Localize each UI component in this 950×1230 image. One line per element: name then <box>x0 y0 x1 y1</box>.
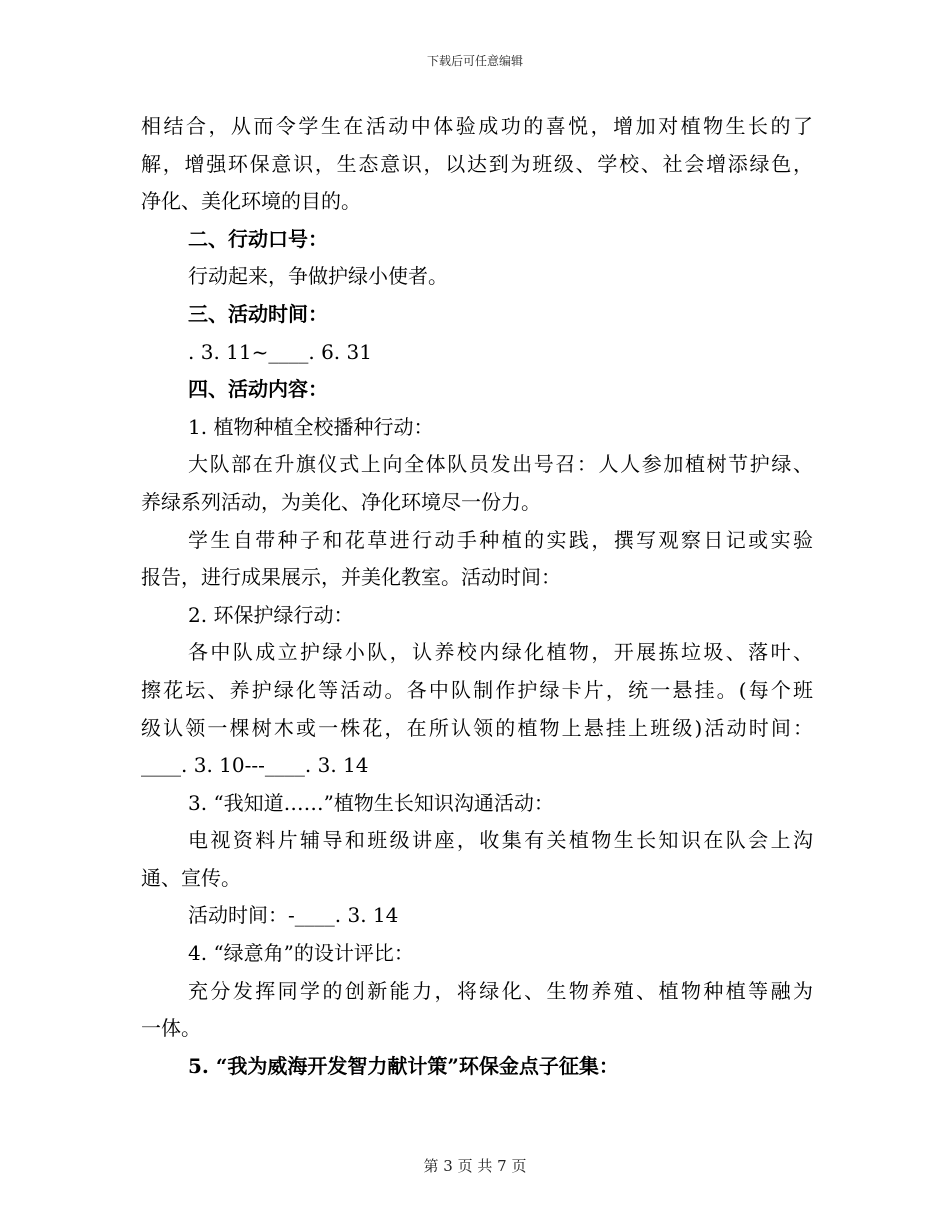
paragraph-line: 学生自带种子和花草进行动手种植的实践，撰写观察日记或实验 <box>188 527 813 552</box>
section-heading-content: 四、活动内容： <box>188 377 328 402</box>
page-header: 下载后可任意编辑 <box>426 54 523 68</box>
paragraph-line: ____. 3. 10---____. 3. 14 <box>141 753 369 778</box>
paragraph-line: 擦花坛、养护绿化等活动。各中队制作护绿卡片，统一悬挂。(每个班 <box>141 677 813 702</box>
section-heading-slogan: 二、行动口号： <box>188 226 328 251</box>
item-title-4: 4. “绿意角”的设计评比： <box>188 941 414 966</box>
paragraph-line: 级认领一棵树木或一株花，在所认领的植物上悬挂上班级)活动时间： <box>141 715 813 740</box>
paragraph-line: 大队部在升旗仪式上向全体队员发出号召：人人参加植树节护绿、 <box>188 452 813 477</box>
activity-time-text: . 3. 11~____. 6. 31 <box>188 339 372 364</box>
paragraph-line: 相结合，从而令学生在活动中体验成功的喜悦，增加对植物生长的了 <box>141 114 813 138</box>
page-footer: 第 3 页 共 7 页 <box>423 1157 527 1175</box>
section-heading-time: 三、活动时间： <box>188 301 328 326</box>
paragraph-line: 各中队成立护绿小队，认养校内绿化植物，开展拣垃圾、落叶、 <box>188 640 813 665</box>
document-body <box>141 108 813 1085</box>
activity-time-text: 活动时间：-____. 3. 14 <box>188 903 399 928</box>
item-title-5: 5. “我为威海开发智力献计策”环保金点子征集： <box>188 1053 619 1078</box>
item-title-2: 2. 环保护绿行动： <box>188 602 354 627</box>
item-title-1: 1. 植物种植全校播种行动： <box>188 414 434 439</box>
item-title-3: 3. “我知道……”植物生长知识沟通活动： <box>188 790 554 815</box>
paragraph-line: 养绿系列活动，为美化、净化环境尽一份力。 <box>141 489 541 514</box>
paragraph-line: 电视资料片辅导和班级讲座，收集有关植物生长知识在队会上沟 <box>188 828 813 853</box>
paragraph-line: 解，增强环保意识，生态意识，以达到为班级、学校、社会增添绿色， <box>141 151 813 176</box>
paragraph-line: 充分发挥同学的创新能力，将绿化、生物养殖、植物种植等融为 <box>188 978 813 1003</box>
paragraph-line: 一体。 <box>141 1016 201 1041</box>
paragraph-line: 净化、美化环境的目的。 <box>141 189 361 214</box>
slogan-text: 行动起来，争做护绿小使者。 <box>188 264 448 289</box>
paragraph-line: 通、宣传。 <box>141 865 241 890</box>
paragraph-line: 报告，进行成果展示，并美化教室。活动时间： <box>141 565 561 590</box>
